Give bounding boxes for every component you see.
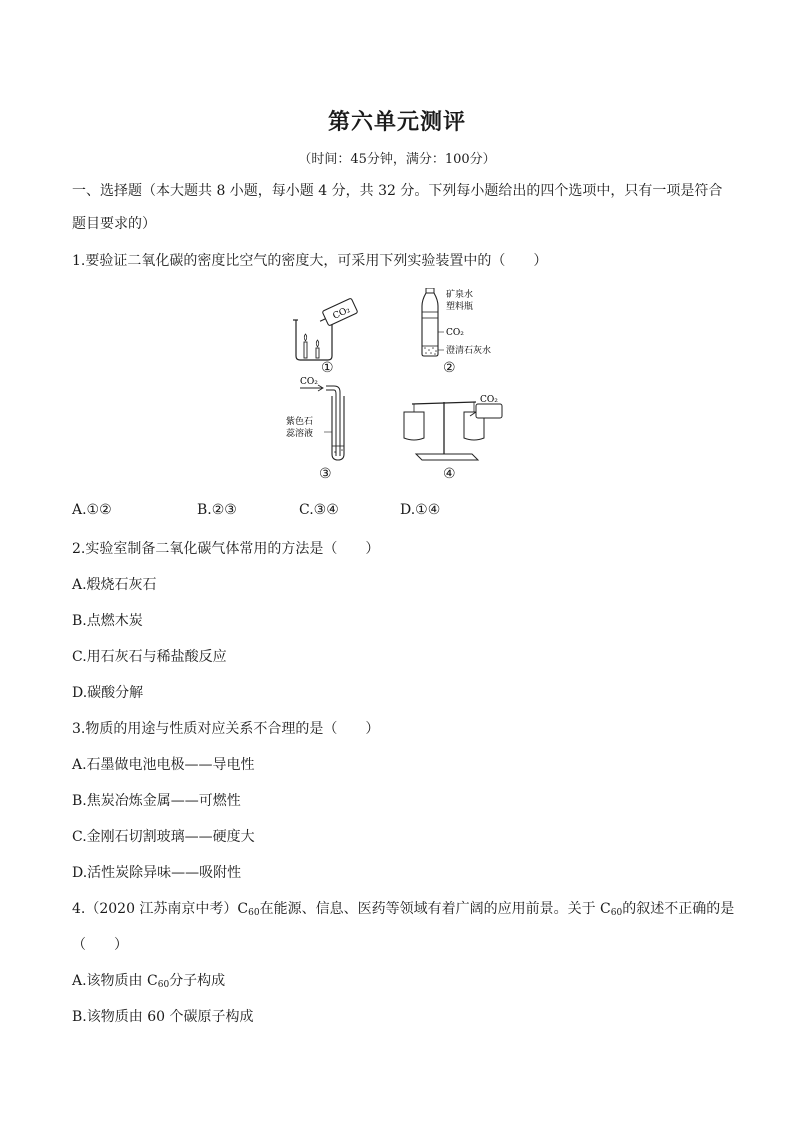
q4-option-a[interactable]: A.该物质由 $C_{60}$分子构成 — [72, 973, 226, 990]
q1-option-a[interactable]: A.①② — [72, 502, 112, 518]
q4-option-b[interactable]: B.该物质由 60 个碳原子构成 — [72, 1009, 254, 1025]
q2-option-d[interactable]: D.碳酸分解 — [72, 685, 144, 701]
fig2-label-1: 矿泉水 — [446, 290, 474, 300]
figure-4-number: ④ — [443, 466, 456, 482]
section-heading-line1: 一、选择题（本大题共 8 小题，每小题 4 分，共 32 分。下列每小题给出的四个选项中，只有一项是符合 — [72, 183, 723, 199]
fig2-label-3: CO₂ — [446, 328, 464, 338]
section-heading-line2: 题目要求的） — [72, 216, 156, 232]
figure-3-test-tube — [286, 372, 366, 464]
figure-2-number: ② — [443, 360, 456, 376]
q1-stem: 1.要验证二氧化碳的密度比空气的密度大，可采用下列实验装置中的（ ） — [72, 253, 548, 269]
fig3-label-2: 紫色石 — [286, 417, 314, 427]
q2-option-a[interactable]: A.煅烧石灰石 — [72, 577, 157, 593]
q2-option-c[interactable]: C.用石灰石与稀盐酸反应 — [72, 649, 227, 665]
q1-option-d[interactable]: D.①④ — [400, 502, 441, 518]
fig4-label: CO₂ — [480, 395, 498, 405]
q3-stem: 3.物质的用途与性质对应关系不合理的是（ ） — [72, 721, 380, 737]
q1-option-c[interactable]: C.③④ — [299, 502, 339, 518]
fig2-label-4: 澄清石灰水 — [446, 346, 492, 356]
q4-stem: 4.（2020 江苏南京中考）$C_{60}$在能源、信息、医药等领域有着广阔的应用前景。关于 $C_{60}$的叙述不正确的是 — [72, 901, 735, 918]
q3-option-b[interactable]: B.焦炭冶炼金属——可燃性 — [72, 793, 241, 809]
fig3-label-1: CO₂ — [300, 377, 318, 387]
exam-info: （时间：45分钟，满分：100分） — [298, 152, 496, 167]
fig3-label-3: 蕊溶液 — [286, 429, 314, 439]
fig2-label-2: 塑料瓶 — [446, 302, 474, 312]
figure-3-number: ③ — [319, 466, 332, 482]
figure-4-balance — [398, 390, 508, 466]
q3-option-c[interactable]: C.金刚石切割玻璃——硬度大 — [72, 829, 255, 845]
figure-1-number: ① — [321, 360, 334, 376]
page-title: 第六单元测评 — [327, 109, 466, 135]
fig1-label: CO₂ — [331, 305, 352, 322]
figure-2-bottle — [416, 288, 506, 360]
q3-option-a[interactable]: A.石墨做电池电极——导电性 — [72, 757, 255, 773]
q1-option-b[interactable]: B.②③ — [197, 502, 237, 518]
q2-option-b[interactable]: B.点燃木炭 — [72, 613, 143, 629]
q4-stem-blank: （ ） — [72, 937, 128, 953]
q2-stem: 2.实验室制备二氧化碳气体常用的方法是（ ） — [72, 541, 380, 557]
q3-option-d[interactable]: D.活性炭除异味——吸附性 — [72, 865, 242, 881]
